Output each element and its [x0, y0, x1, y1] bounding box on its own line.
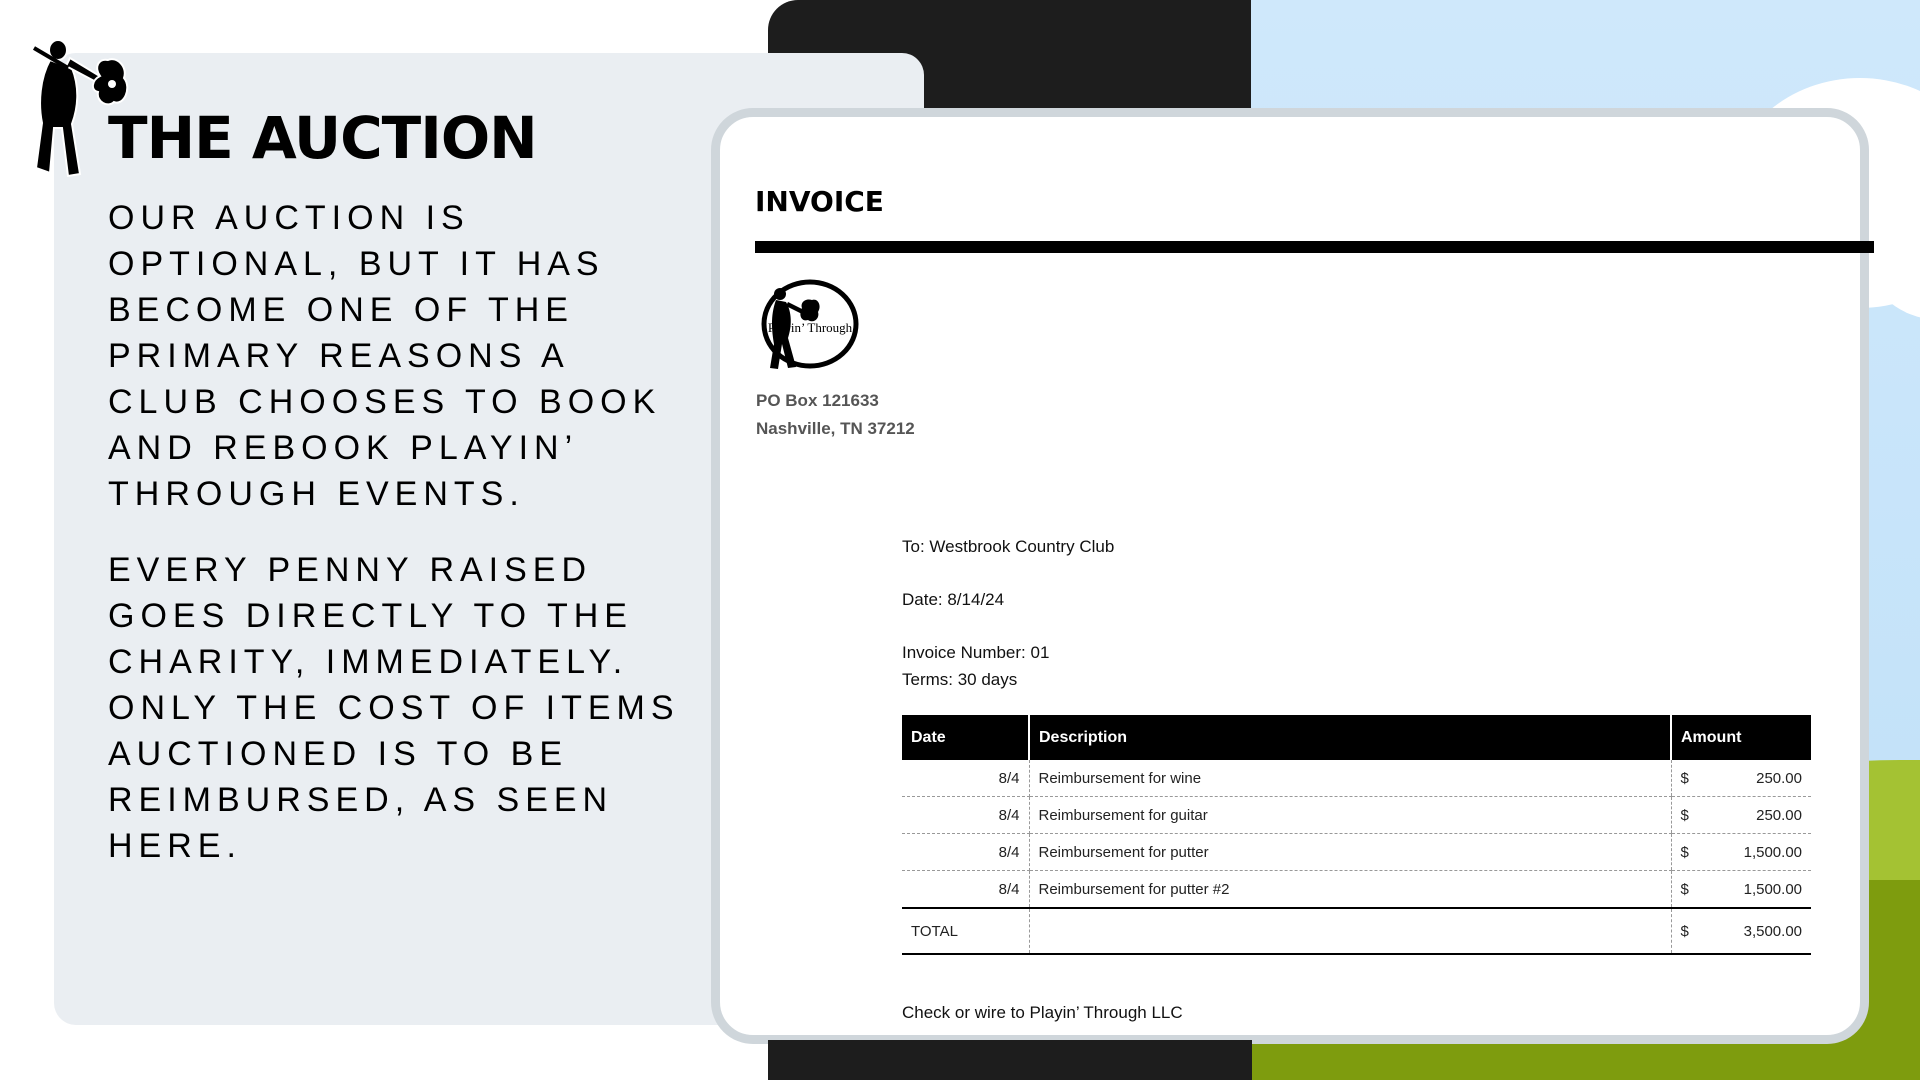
total-amount: [1671, 908, 1811, 954]
invoice-title: INVOICE: [755, 185, 884, 218]
row-description: Reimbursement for putter: [1029, 834, 1671, 871]
amount-value: 1,500.00: [1743, 880, 1802, 898]
sender-address: [756, 387, 915, 443]
table-row: [902, 871, 1811, 909]
row-date: 8/4: [902, 871, 1029, 909]
table-row: [902, 760, 1811, 797]
background-dark-strip: [768, 1040, 1252, 1080]
total-row: [902, 908, 1811, 954]
address-line: Nashville, TN 37212: [756, 419, 915, 438]
address-line: PO Box 121633: [756, 391, 879, 410]
payment-note: Check or wire to Playin’ Through LLC: [902, 1003, 1183, 1022]
invoice-card: [711, 108, 1869, 1044]
row-date: 8/4: [902, 834, 1029, 871]
currency: $: [1680, 769, 1689, 787]
total-label: TOTAL: [902, 908, 1029, 954]
currency: $: [1680, 843, 1689, 861]
row-amount: [1671, 834, 1811, 871]
divider: [755, 241, 1874, 253]
invoice-terms: Terms: 30 days: [902, 670, 1018, 689]
row-date: 8/4: [902, 797, 1029, 834]
table-row: [902, 797, 1811, 834]
invoice-number: Invoice Number: 01: [902, 643, 1050, 662]
currency: $: [1680, 922, 1689, 940]
row-description: Reimbursement for putter #2: [1029, 871, 1671, 909]
amount-value: 250.00: [1756, 806, 1802, 824]
row-description: Reimbursement for guitar: [1029, 797, 1671, 834]
paragraph: EVERY PENNY RAISED GOES DIRECTLY TO THE CHARITY, IMMEDIATELY. ONLY THE COST OF ITEMS AUCTIONED IS TO BE REIMBURSED, AS SEEN HERE.: [108, 551, 680, 865]
table-row: [902, 834, 1811, 871]
amount-value: 1,500.00: [1743, 843, 1802, 861]
playin-through-logo: [758, 272, 860, 372]
total-spacer: [1029, 908, 1671, 954]
column-header-amount: Amount: [1671, 715, 1811, 760]
invoice-table: [902, 715, 1811, 955]
recipient: To: Westbrook Country Club: [902, 537, 1115, 556]
row-description: Reimbursement for wine: [1029, 760, 1671, 797]
page-title: THE AUCTION: [108, 104, 537, 172]
description-text: [108, 195, 688, 899]
amount-value: 3,500.00: [1743, 922, 1802, 940]
table-header: [902, 715, 1811, 760]
invoice-date: Date: 8/14/24: [902, 590, 1005, 609]
logo-text: Playin’ Through: [767, 320, 853, 335]
row-amount: [1671, 797, 1811, 834]
amount-value: 250.00: [1756, 769, 1802, 787]
currency: $: [1680, 806, 1689, 824]
row-amount: [1671, 760, 1811, 797]
row-amount: [1671, 871, 1811, 909]
paragraph: OUR AUCTION IS OPTIONAL, BUT IT HAS BECOME ONE OF THE PRIMARY REASONS A CLUB CHOOSES TO BOOK AND REBOOK PLAYIN’ THROUGH EVENTS.: [108, 199, 662, 513]
currency: $: [1680, 880, 1689, 898]
column-header-description: Description: [1029, 715, 1671, 760]
column-header-date: Date: [902, 715, 1029, 760]
row-date: 8/4: [902, 760, 1029, 797]
